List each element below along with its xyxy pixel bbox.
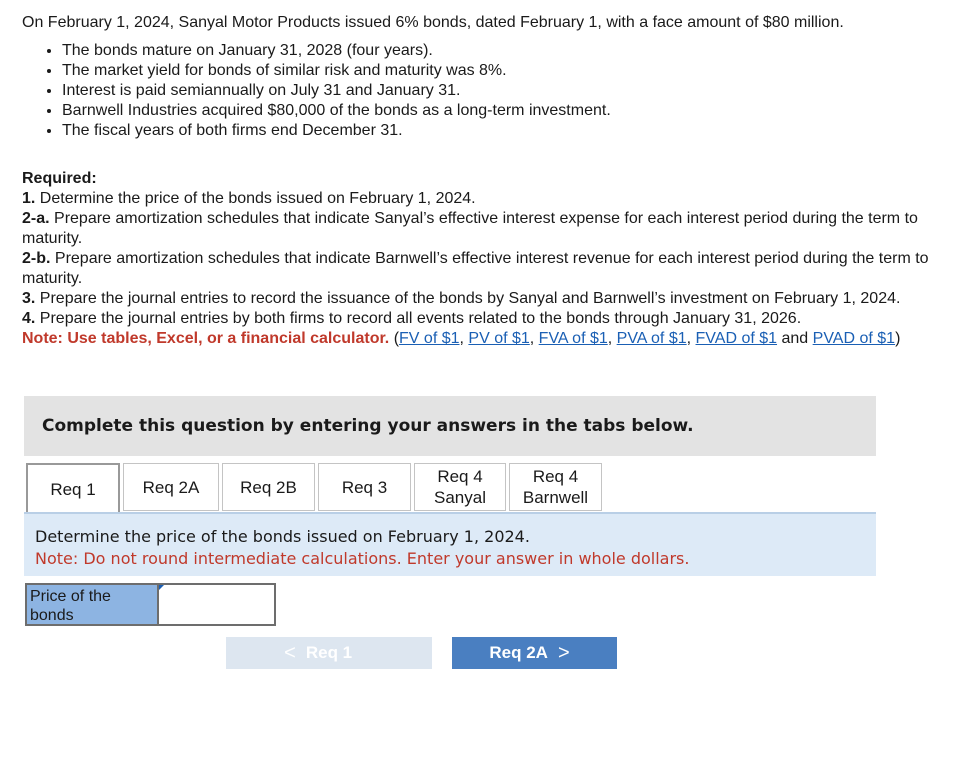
bullet-item: • The fiscal years of both firms end December 31. — [62, 121, 962, 141]
and-text: and — [781, 330, 809, 347]
link-pvad[interactable]: PVAD of $1 — [812, 330, 896, 347]
tab-req-1[interactable] — [26, 463, 120, 513]
requirement-text: Prepare the journal entries by both firms to record all events related to the bonds through January 31, 2026. — [35, 310, 802, 327]
prev-button[interactable] — [226, 637, 432, 669]
prev-label: Req 1 — [305, 643, 353, 662]
chevron-left-icon: < — [284, 641, 296, 664]
required-heading: Required: — [22, 170, 97, 187]
requirement-number: 3. — [22, 290, 36, 307]
link-fvad[interactable]: FVAD of $1 — [695, 330, 778, 347]
answer-label: Price of the bonds — [25, 583, 159, 626]
tab-label: Req 1 — [50, 479, 96, 499]
note-line: Note: Use tables, Excel, or a financial calculator. (FV of $1, PV of $1, FVA of $1, PVA of $1, FVAD of $1 and PVAD of $1) — [22, 330, 901, 347]
instruction-text: Determine the price of the bonds issued on February 1, 2024. — [35, 527, 530, 546]
tab-req-3[interactable] — [318, 463, 411, 511]
answer-row — [25, 583, 276, 626]
tab-label: Req 4 — [532, 467, 579, 486]
tab-req-4-sanyal[interactable] — [414, 463, 506, 511]
bullet-item: • Barnwell Industries acquired $80,000 of the bonds as a long-term investment. — [62, 101, 962, 121]
bullet-item: • The market yield for bonds of similar risk and maturity was 8%. — [62, 61, 962, 81]
requirement-text: Prepare amortization schedules that indicate Sanyal’s effective interest expense for each interest period during the term to maturity. — [22, 210, 918, 247]
instruction-note: Note: Do not round intermediate calculations. Enter your answer in whole dollars. — [35, 549, 690, 568]
requirement-number: 4. — [22, 310, 36, 327]
next-button[interactable] — [452, 637, 617, 669]
tab-req-4-barnwell[interactable] — [509, 463, 602, 511]
problem-intro: On February 1, 2024, Sanyal Motor Products issued 6% bonds, dated February 1, with a face amount of $80 million. — [22, 14, 844, 31]
tab-bar — [26, 463, 605, 513]
requirement-4 — [22, 309, 962, 329]
tab-instructions — [24, 512, 876, 576]
tab-label: Req 2A — [142, 477, 200, 497]
tab-req-2a[interactable] — [123, 463, 219, 511]
link-pv[interactable]: PV of $1 — [468, 330, 530, 347]
cell-marker-icon — [159, 585, 164, 590]
requirement-1 — [22, 189, 962, 209]
requirement-2b — [22, 249, 962, 289]
requirement-number: 1. — [22, 190, 36, 207]
requirement-3 — [22, 289, 962, 309]
instructions-banner: Complete this question by entering your answers in the tabs below. — [24, 396, 876, 456]
next-label: Req 2A — [489, 643, 548, 662]
note-label: Note: Use tables, Excel, or a financial calculator. — [22, 330, 390, 347]
link-fv[interactable]: FV of $1 — [399, 330, 460, 347]
requirement-text: Determine the price of the bonds issued on February 1, 2024. — [35, 190, 476, 207]
chevron-right-icon: > — [557, 641, 570, 664]
answer-cell — [159, 583, 276, 626]
tab-req-2b[interactable] — [222, 463, 315, 511]
tab-label: Req 3 — [341, 477, 388, 497]
requirement-text: Prepare amortization schedules that indicate Barnwell’s effective interest revenue for each interest period during the term to maturity. — [22, 250, 929, 287]
tab-sublabel: Barnwell — [522, 488, 589, 507]
link-fva[interactable]: FVA of $1 — [538, 330, 608, 347]
bullet-item: • Interest is paid semiannually on July 31 and January 31. — [62, 81, 962, 101]
requirement-2a — [22, 209, 962, 249]
price-input[interactable] — [159, 585, 274, 624]
requirement-number: 2-b. — [22, 250, 51, 267]
bullet-item: • The bonds mature on January 31, 2028 (four years). — [62, 41, 962, 61]
problem-statement — [22, 13, 962, 349]
tab-label: Req 2B — [240, 477, 297, 497]
problem-bullets — [22, 41, 962, 141]
tab-label: Req 4 — [437, 467, 483, 486]
tab-sublabel: Sanyal — [434, 488, 486, 507]
link-pva[interactable]: PVA of $1 — [616, 330, 687, 347]
required-section — [22, 169, 962, 349]
requirement-text: Prepare the journal entries to record the issuance of the bonds by Sanyal and Barnwell’s investment on February 1, 2024. — [35, 290, 901, 307]
requirement-number: 2-a. — [22, 210, 50, 227]
